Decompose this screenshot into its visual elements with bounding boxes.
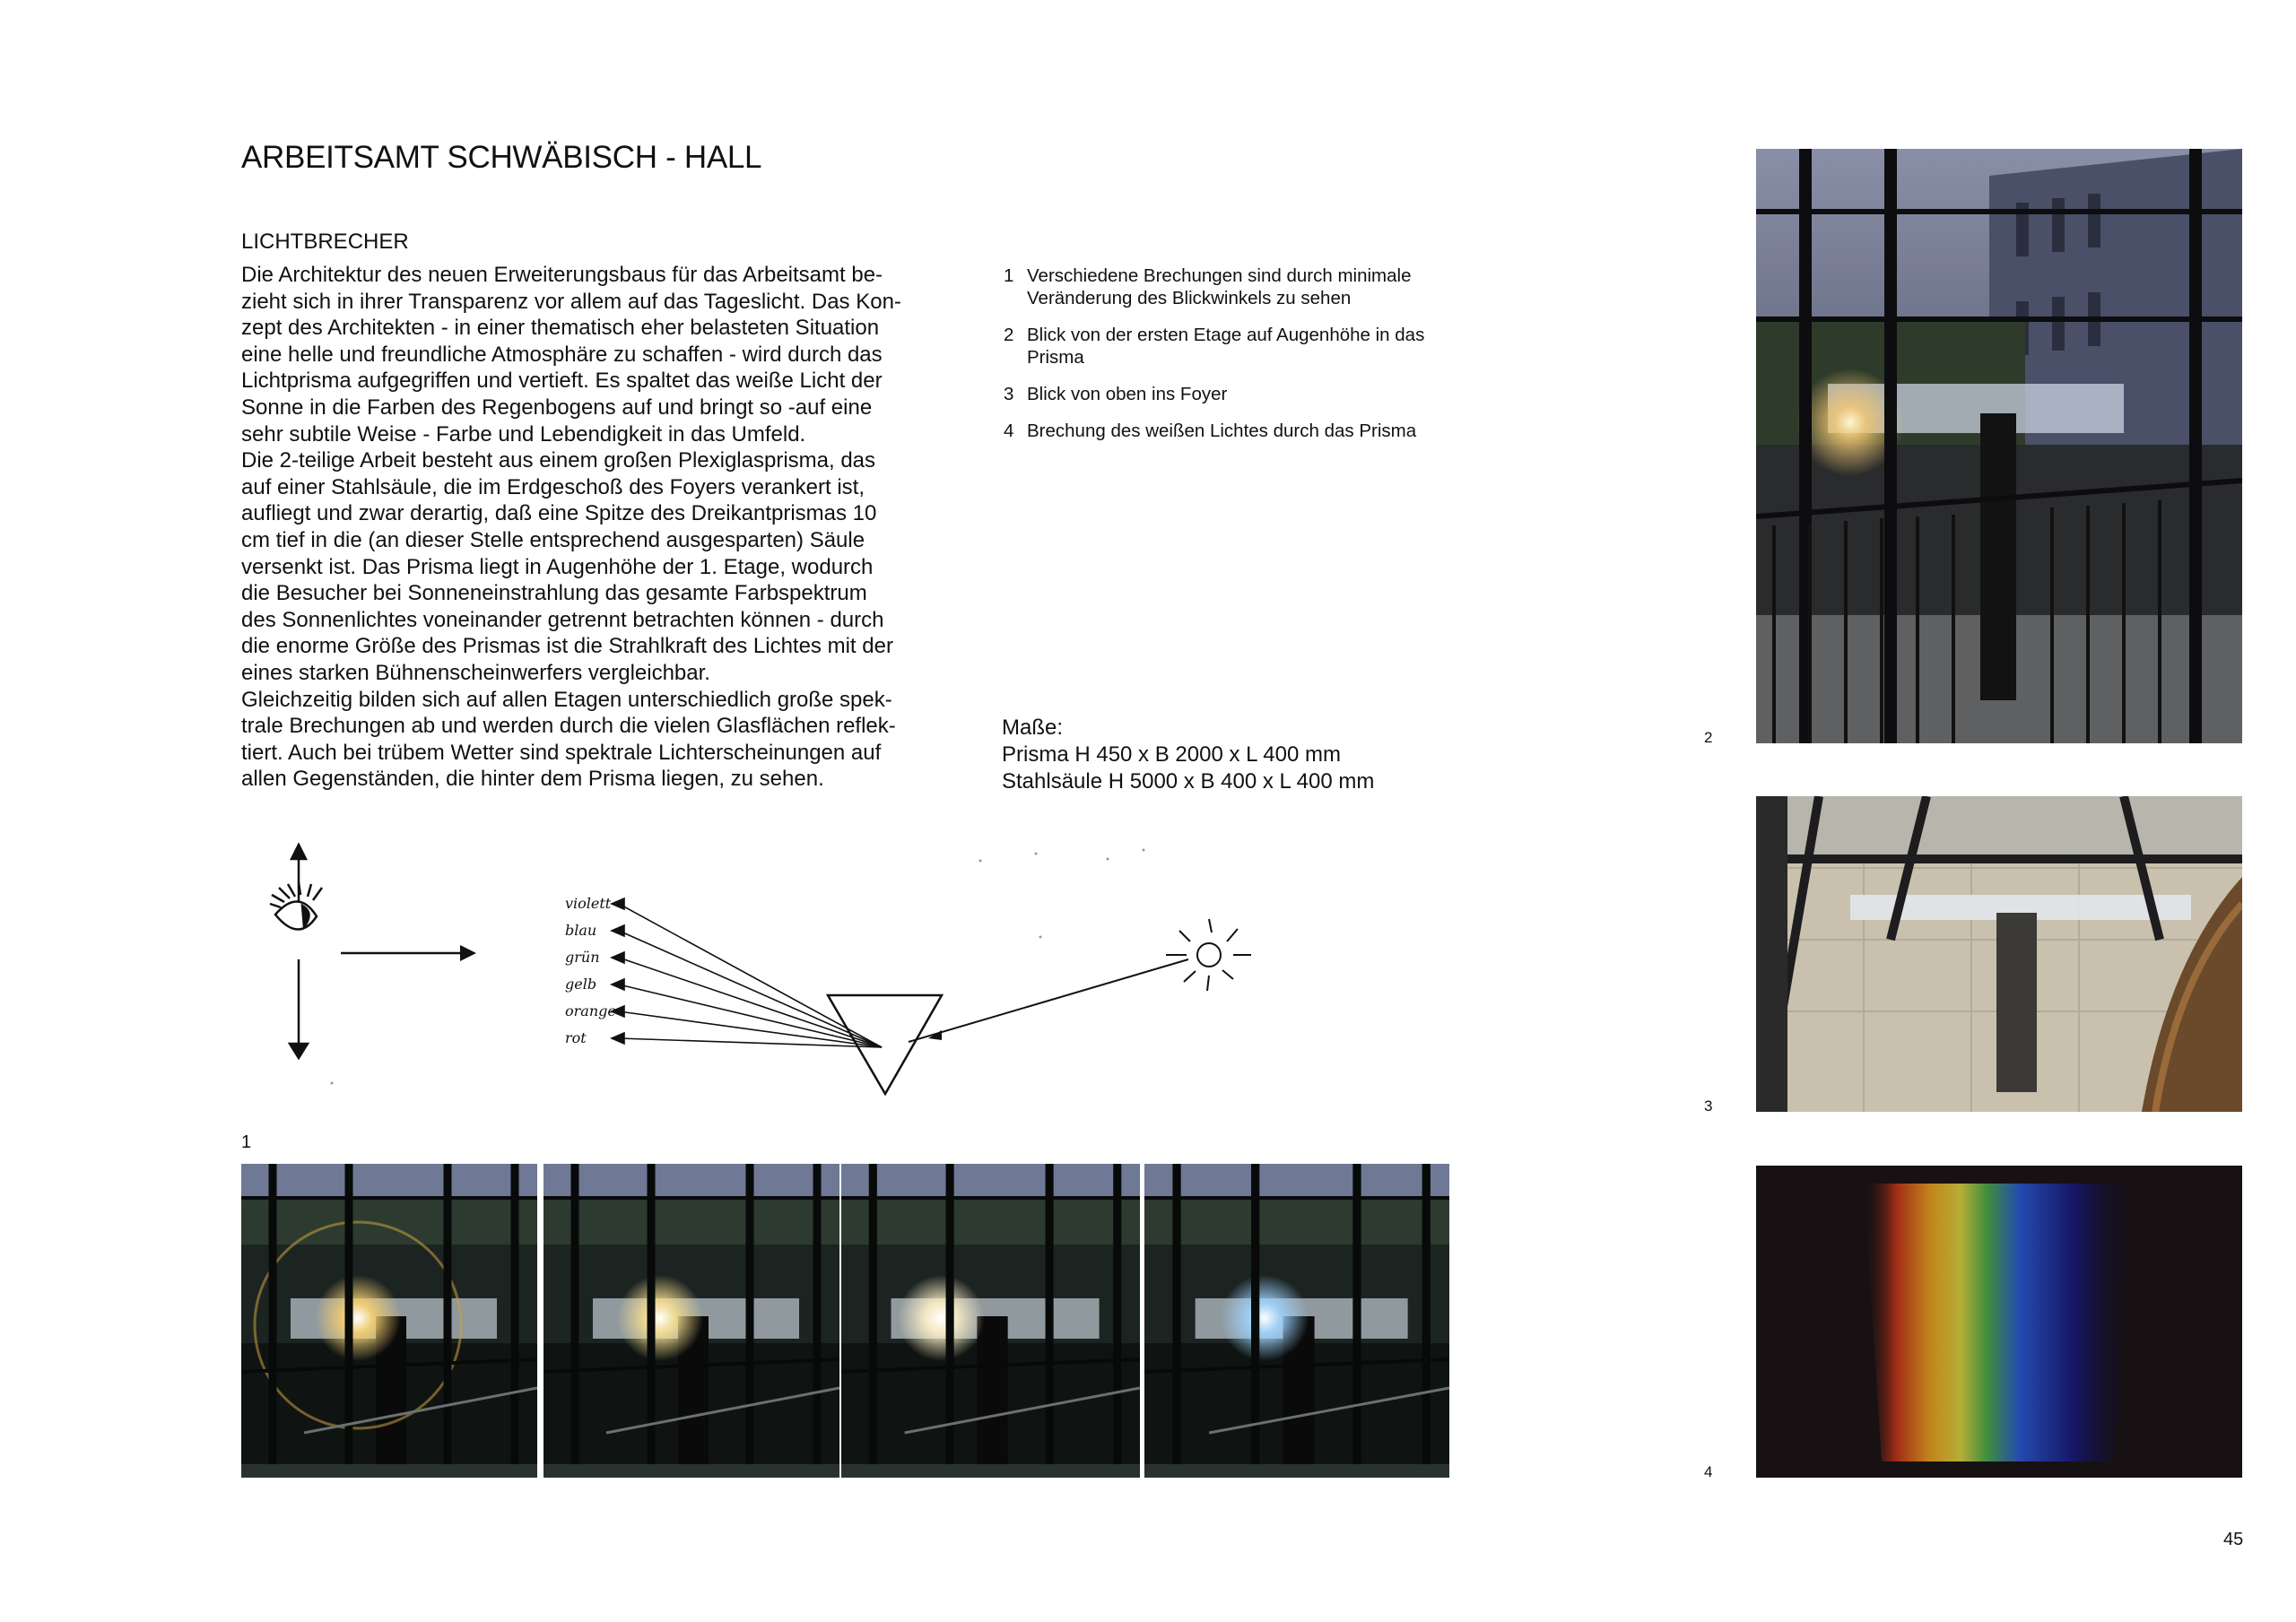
figure-number-4: 4 — [1704, 1463, 1713, 1480]
photo-3-foyer-from-above — [1756, 796, 2242, 1112]
refracted-ray — [619, 958, 882, 1047]
body-line: die Besucher bei Sonneneinstrahlung das gesamte Farbspektrum — [241, 581, 867, 606]
photo-1a-refraction — [241, 1164, 537, 1478]
body-line: cm tief in die (an dieser Stelle entsprechend ausgesparten) Säule — [241, 527, 865, 552]
caption-text: Blick von der ersten Etage auf Augenhöhe in das Prisma — [1027, 325, 1425, 368]
body-line: aufliegt und zwar derartig, daß eine Spitze des Dreikantprismas 10 — [241, 501, 877, 526]
figure-number-3: 3 — [1704, 1097, 1713, 1115]
body-line: Sonne in die Farben des Regenbogens auf und bringt so -auf eine — [241, 395, 873, 420]
body-line: tiert. Auch bei trübem Wetter sind spektrale Lichterscheinungen auf — [241, 740, 882, 765]
section-heading: LICHTBRECHER — [241, 230, 409, 254]
color-label-3: gelb — [565, 976, 597, 993]
page-title: ARBEITSAMT SCHWÄBISCH - HALL — [241, 140, 762, 175]
caption-text: Brechung des weißen Lichtes durch das Prisma — [1027, 421, 1417, 441]
color-label-2: grün — [565, 949, 600, 966]
caption-number: 2 — [1004, 325, 1014, 345]
body-line: die enorme Größe des Prismas ist die Strahlkraft des Lichtes mit der — [241, 634, 893, 659]
dimensions-heading: Maße: — [1002, 716, 1064, 740]
caption-list — [1004, 265, 1506, 456]
refracted-ray — [619, 984, 882, 1047]
caption-text: Verschiedene Brechungen sind durch minimale Veränderung des Blickwinkels zu sehen — [1027, 265, 1412, 308]
photo-4-spectrum-refraction — [1756, 1166, 2242, 1478]
color-label-5: rot — [565, 1029, 587, 1046]
color-label-4: orange — [565, 1002, 616, 1019]
caption-number: 4 — [1004, 421, 1014, 441]
refracted-ray — [619, 904, 882, 1047]
photo-1b-refraction — [544, 1164, 839, 1478]
caption-number: 1 — [1004, 265, 1014, 286]
caption-number: 3 — [1004, 384, 1014, 404]
photo-1d-refraction — [1144, 1164, 1449, 1478]
body-line: Lichtprisma aufgegriffen und vertieft. Es spaltet das weiße Licht der — [241, 369, 883, 394]
ray-arrowhead — [612, 925, 624, 936]
color-label-1: blau — [565, 922, 597, 939]
figure-number-1: 1 — [241, 1132, 252, 1152]
arrow-right — [341, 945, 476, 961]
body-text — [241, 262, 932, 793]
page-number: 45 — [2223, 1530, 2244, 1549]
body-line: trale Brechungen ab und werden durch die vielen Glasflächen reflek- — [241, 714, 896, 739]
dimensions-block — [1002, 715, 1374, 795]
body-line: Die Architektur des neuen Erweiterungsbaus für das Arbeitsamt be- — [241, 263, 883, 287]
ray-arrowhead — [612, 898, 624, 909]
eye-icon — [270, 845, 322, 1058]
body-line: eine helle und freundliche Atmosphäre zu schaffen - wird durch das — [241, 342, 883, 367]
body-line: eines starken Bühnenscheinwerfers vergleichbar. — [241, 660, 710, 685]
photo-1c-refraction — [841, 1164, 1140, 1478]
body-line: Gleichzeitig bilden sich auf allen Etagen unterschiedlich große spek- — [241, 687, 892, 712]
caption-item — [1004, 420, 1506, 442]
photo-2-first-floor-view — [1756, 149, 2242, 743]
color-label-0: violett — [565, 895, 612, 912]
sun-icon — [1166, 919, 1251, 991]
body-line: Die 2-teilige Arbeit besteht aus einem großen Plexiglasprisma, das — [241, 448, 876, 473]
dimensions-saeule: Stahlsäule H 5000 x B 400 x L 400 mm — [1002, 769, 1375, 794]
body-line: auf einer Stahlsäule, die im Erdgeschoß des Foyers verankert ist, — [241, 474, 865, 499]
ray-arrowhead — [612, 1033, 624, 1044]
ray-arrowhead — [612, 979, 624, 990]
figure-number-2: 2 — [1704, 729, 1713, 746]
body-line: allen Gegenständen, die hinter dem Prisma liegen, zu sehen. — [241, 767, 824, 792]
body-line: des Sonnenlichtes voneinander getrennt betrachten können - durch — [241, 607, 884, 632]
dimensions-prisma: Prisma H 450 x B 2000 x L 400 mm — [1002, 742, 1341, 767]
body-line: zept des Architekten - in einer thematisch eher belasteten Situation — [241, 316, 880, 341]
caption-item — [1004, 324, 1506, 369]
body-line: versenkt ist. Das Prisma liegt in Augenhöhe der 1. Etage, wodurch — [241, 554, 874, 579]
body-line: sehr subtile Weise - Farbe und Lebendigkeit in das Umfeld. — [241, 421, 806, 447]
caption-item — [1004, 265, 1506, 309]
body-line: zieht sich in ihrer Transparenz vor allem auf das Tageslicht. Das Kon- — [241, 289, 901, 314]
caption-item — [1004, 383, 1506, 405]
refraction-diagram — [229, 834, 1502, 1103]
prism-triangle — [828, 995, 942, 1094]
caption-text: Blick von oben ins Foyer — [1027, 384, 1228, 404]
ray-arrowhead — [612, 952, 624, 963]
refracted-ray — [619, 1038, 882, 1047]
